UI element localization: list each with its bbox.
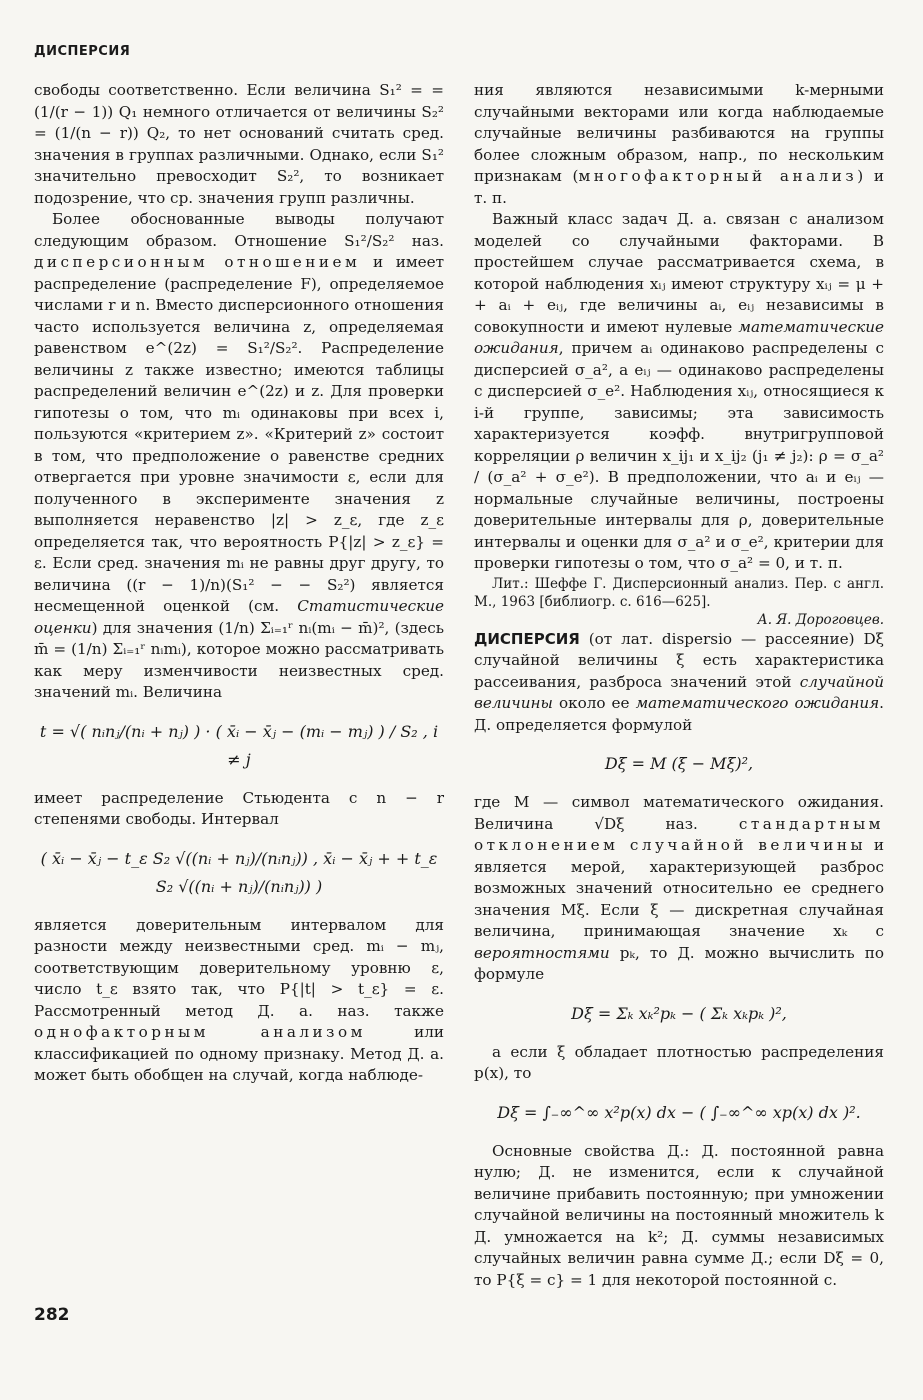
cross-reference-link[interactable]: математического ожидания <box>635 694 880 712</box>
headword: ДИСПЕРСИЯ <box>474 629 580 648</box>
right-column <box>474 80 884 1291</box>
term-spaced: многофакторный анализ <box>578 167 858 185</box>
text-span: ) для значения (1/n) Σᵢ₌₁ʳ nᵢ(mᵢ − m̄)², (здесь m̄ = (1/n) Σᵢ₌₁ʳ nᵢmᵢ), которое можно рассматривать как меру изменчивости неизвестных сред. значений mᵢ. Величина <box>34 618 444 701</box>
term-spaced: стандартным отклонением случайной величины <box>474 814 884 854</box>
formula-confidence-interval: ( x̄ᵢ − x̄ⱼ − t_ε S₂ √((nᵢ + nⱼ)/(nᵢnⱼ)) , x̄ᵢ − x̄ⱼ + + t_ε S₂ √((nᵢ + nⱼ)/(nᵢnⱼ)) ) <box>40 848 438 896</box>
paragraph <box>34 915 444 1087</box>
formula-discrete-variance: Dξ = Σₖ xₖ²pₖ − ( Σₖ xₖpₖ )², <box>571 1003 787 1023</box>
text-span: где M — символ математического ожидания. Величина √Dξ наз. <box>474 793 884 833</box>
text-span: . Д. определяется формулой <box>474 694 884 734</box>
paragraph <box>34 209 444 704</box>
text-span: или классификацией по одному признаку. Метод Д. а. может быть обобщен на случай, когда наблюде- <box>34 1023 445 1084</box>
text-span: и имеет распределение (распределение F), определяемое числами r и n. Вместо дисперсионного отношения часто используется величина z, определяемая равенством e^(2z) = S₁²/S₂². Распределение величины z также известно; имеются таблицы распределений величин e^(2z) и z. Для проверки гипотезы о том, что mᵢ одинаковы при всех i, пользуются «критерием z». «Критерий z» состоит в том, что предположение о равенстве средних отвергается при уровне значимости ε, если для полученного в эксперименте значения z выполняется неравенство |z| > z_ε, где z_ε определяется так, что вероятность P{|z| > z_ε} = ε. Если сред. значения mᵢ не равны друг другу, то величина ((r − 1)/n)(S₁² − − S₂²) является несмещенной оценкой (см. <box>34 253 445 615</box>
text-span: около ее <box>558 694 630 712</box>
formula-continuous-variance: Dξ = ∫₋∞^∞ x²p(x) dx − ( ∫₋∞^∞ xp(x) dx )². <box>497 1102 861 1122</box>
paragraph: Основные свойства Д.: Д. постоянной равна нулю; Д. не изменится, если к случайной величине прибавить постоянную; при умножении случайной величины на постоянный множитель k Д. умножается на k²; Д. суммы независимых случайных величин равна сумме Д.; если Dξ = 0, то P{ξ = c} = 1 для некоторой постоянной c. <box>474 1141 884 1289</box>
paragraph: а если ξ обладает плотностью распределения p(x), то <box>474 1042 884 1082</box>
paragraph: имеет распределение Стьюдента с n − r степенями свободы. Интервал <box>34 788 444 828</box>
text-span: является доверительным интервалом для разности между неизвестными сред. mᵢ − mⱼ, соответствующим доверительному уровню ε, число t_ε взято так, что P{|t| > t_ε} = ε. Рассмотренный метод Д. а. наз. также <box>34 915 444 1020</box>
left-column <box>34 80 444 1087</box>
text-span: ния являются независимыми k-мерными случайными векторами или когда наблюдаемые случайные величины разбиваются на группы более сложным образом, напр., по нескольким признакам ( <box>474 81 884 185</box>
cross-reference-link[interactable]: Статистические оценки <box>34 597 444 637</box>
text-span: (от лат. dispersio — рассеяние) Dξ случайной величины ξ есть характеристика рассеивания, разброса значений этой <box>474 629 884 691</box>
term-spaced: дисперсионным отношением <box>34 253 361 271</box>
paragraph: свободы соответственно. Если величина S₁² = = (1/(r − 1)) Q₁ немного отличается от величины S₂² = (1/(n − r)) Q₂, то нет оснований считать сред. значения в группах различными. Однако, если S₁² значительно превосходит S₂², то возникает подозрение, что ср. значения групп различны. <box>34 81 444 207</box>
text-span: pₖ, то Д. можно вычислить по формуле <box>474 943 884 983</box>
paragraph <box>474 80 884 209</box>
paragraph <box>474 792 884 986</box>
paragraph <box>474 209 884 575</box>
term-spaced: однофакторным анализом <box>34 1023 366 1041</box>
article-start <box>474 629 884 737</box>
page-number: 282 <box>34 1305 70 1325</box>
cross-reference-link[interactable]: математические ожидания <box>474 317 885 357</box>
text-span: ) и т. п. <box>474 167 884 207</box>
literature-reference: Лит.: Шеффе Г. Дисперсионный анализ. Пер. с англ. М., 1963 [библиогр. с. 616—625]. <box>474 575 884 610</box>
cross-reference-link[interactable]: случайной величины <box>474 672 884 712</box>
text-span: Важный класс задач Д. а. связан с анализом моделей со случайными факторами. В простейшем случае рассматривается схема, в которой наблюдения xᵢⱼ имеют структуру xᵢⱼ = μ + + aᵢ + eᵢⱼ, где величины aᵢ, eᵢⱼ независимы в совокупности и имеют нулевые <box>474 210 884 336</box>
cross-reference-link[interactable]: вероятностями <box>474 943 610 962</box>
text-span: и является мерой, характеризующей разброс возможных значений относительно ее среднего значения Mξ. Если ξ — дискретная случайная величина, принимающая значение xₖ с <box>474 836 884 940</box>
formula-t-statistic: t = √( nᵢnⱼ/(nᵢ + nⱼ) ) · ( x̄ᵢ − x̄ⱼ − (mᵢ − mⱼ) ) / S₂ , i ≠ j <box>39 721 439 769</box>
running-head: ДИСПЕРСИЯ <box>34 44 131 59</box>
article-author: А. Я. Дороговцев. <box>757 611 884 628</box>
text-span: Более обоснованные выводы получают следующим образом. Отношение S₁²/S₂² наз. <box>34 210 444 250</box>
text-span: , причем aᵢ одинаково распределены с дисперсией σ_a², а eᵢⱼ — одинаково распределены с дисперсией σ_e². Наблюдения xᵢⱼ, относящиеся к i-й группе, зависимы; эта зависимость характеризуется коэфф. внутригрупповой корреляции ρ величин x_ij₁ и x_ij₂ (j₁ ≠ j₂): ρ = σ_a² / (σ_a² + σ_e²). В предположении, что aᵢ и eᵢⱼ — нормальные случайные величины, построены доверительные интервалы для ρ, доверительные интервалы и оценки для σ_a² и σ_e², критерии для проверки гипотезы о том, что σ_a² = 0, и т. п. <box>474 339 884 572</box>
formula-variance-definition: Dξ = M (ξ − Mξ)², <box>604 754 754 773</box>
